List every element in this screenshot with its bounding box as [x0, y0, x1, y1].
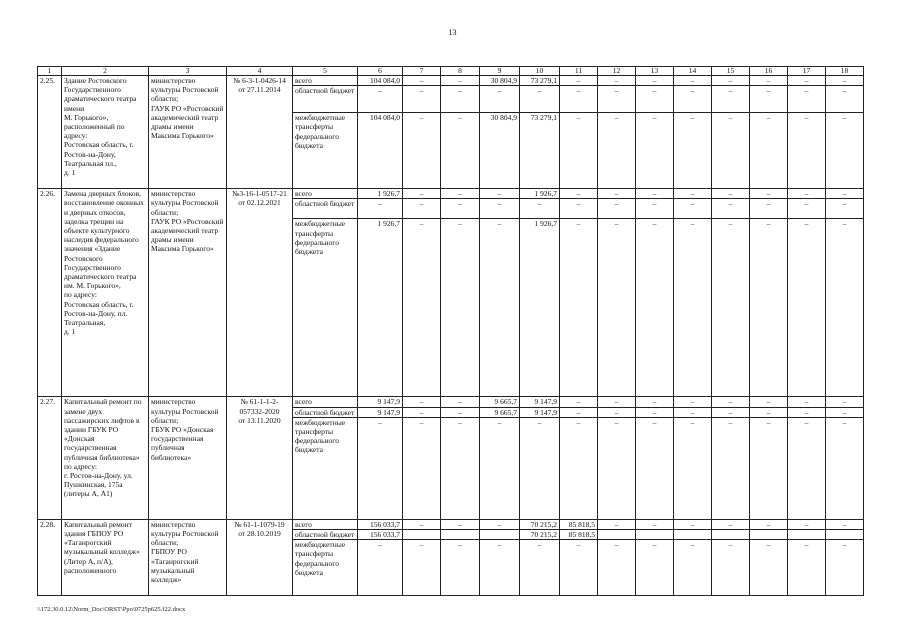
amount-cell-col-7: –: [403, 540, 441, 596]
amount-cell-col-13: –: [636, 219, 674, 397]
amount-cell-col-10: –: [520, 86, 560, 113]
amount-cell-col-18: –: [826, 189, 864, 199]
amount-cell-col-12: –: [598, 407, 636, 417]
funding-source-label: всего: [293, 189, 358, 199]
amount-cell-col-16: –: [750, 219, 788, 397]
amount-cell-col-9: –: [480, 219, 520, 397]
amount-cell-col-16: –: [750, 113, 788, 189]
amount-cell-col-14: –: [674, 86, 712, 113]
amount-cell-col-11: –: [560, 76, 598, 86]
amount-cell-col-16: –: [750, 397, 788, 407]
funding-source-label: межбюджетные трансферты федерального бюджета: [293, 113, 358, 189]
row-number-cell: 2.25.: [38, 76, 62, 189]
document-number-cell: № 61-1-1-2-057332-2020 от 13.11.2020: [227, 397, 293, 519]
amount-cell-col-7: –: [403, 113, 441, 189]
amount-cell-col-6: 156 033,7: [358, 519, 403, 529]
executor-cell: министерство культуры Ростовской области; ГБПОУ РО «Таганрогский музыкальный колледж»: [149, 519, 227, 595]
amount-cell-col-12: –: [598, 519, 636, 529]
column-header-5: 5: [293, 67, 358, 76]
amount-cell-col-15: –: [712, 219, 750, 397]
amount-cell-col-6: 1 926,7: [358, 189, 403, 199]
amount-cell-col-11: –: [560, 540, 598, 596]
column-header-4: 4: [227, 67, 293, 76]
amount-cell-col-9: [480, 530, 520, 540]
amount-cell-col-14: [674, 530, 712, 540]
amount-cell-col-16: –: [750, 199, 788, 219]
amount-cell-col-8: –: [441, 407, 480, 417]
amount-cell-col-16: –: [750, 76, 788, 86]
amount-cell-col-7: –: [403, 407, 441, 417]
table-row: [38, 519, 864, 529]
column-header-12: 12: [598, 67, 636, 76]
amount-cell-col-15: –: [712, 397, 750, 407]
file-path-footer: \\172.30.0.12\Norm_Doc\ORST\Ppo\0725p625.f22.docx: [37, 606, 186, 613]
amount-cell-col-8: –: [441, 540, 480, 596]
amount-cell-col-15: –: [712, 519, 750, 529]
amount-cell-col-11: –: [560, 417, 598, 519]
executor-cell: министерство культуры Ростовской области; ГАУК РО «Ростовский академический театр драмы имени Максима Горького»: [149, 76, 227, 189]
amount-cell-col-17: –: [788, 189, 826, 199]
amount-cell-col-15: –: [712, 199, 750, 219]
funding-source-label: всего: [293, 76, 358, 86]
amount-cell-col-16: [750, 530, 788, 540]
amount-cell-col-14: –: [674, 199, 712, 219]
amount-cell-col-10: 73 279,1: [520, 76, 560, 86]
amount-cell-col-14: –: [674, 189, 712, 199]
table-row: [38, 189, 864, 199]
amount-cell-col-6: –: [358, 417, 403, 519]
funding-source-label: межбюджетные трансферты федерального бюджета: [293, 417, 358, 519]
amount-cell-col-17: –: [788, 540, 826, 596]
amount-cell-col-7: –: [403, 417, 441, 519]
amount-cell-col-16: –: [750, 417, 788, 519]
amount-cell-col-7: –: [403, 519, 441, 529]
amount-cell-col-8: –: [441, 519, 480, 529]
amount-cell-col-18: –: [826, 199, 864, 219]
funding-source-label: всего: [293, 519, 358, 529]
amount-cell-col-13: –: [636, 397, 674, 407]
amount-cell-col-13: –: [636, 519, 674, 529]
amount-cell-col-8: –: [441, 199, 480, 219]
page-number: 13: [448, 28, 457, 37]
amount-cell-col-16: –: [750, 519, 788, 529]
amount-cell-col-6: –: [358, 540, 403, 596]
object-name-cell: Здание Ростовского Государственного драматического театра имени М. Горького», расположенный по адресу: Ростовская область, г. Ростов-на-Дону, Театральная пл., д. 1: [62, 76, 149, 189]
column-header-3: 3: [149, 67, 227, 76]
funding-source-label: областной бюджет: [293, 86, 358, 113]
column-header-8: 8: [441, 67, 480, 76]
amount-cell-col-12: –: [598, 397, 636, 407]
amount-cell-col-14: –: [674, 113, 712, 189]
amount-cell-col-8: –: [441, 86, 480, 113]
amount-cell-col-11: 85 818,5: [560, 530, 598, 540]
funding-source-label: областной бюджет: [293, 530, 358, 540]
amount-cell-col-10: 1 926,7: [520, 189, 560, 199]
amount-cell-col-9: –: [480, 540, 520, 596]
amount-cell-col-17: –: [788, 199, 826, 219]
object-name-cell: Капитальный ремонт здания ГБПОУ РО «Таганрогский музыкальный колледж» (Литер А, п/А), расположенного: [62, 519, 149, 595]
amount-cell-col-16: –: [750, 407, 788, 417]
amount-cell-col-17: –: [788, 86, 826, 113]
amount-cell-col-17: –: [788, 397, 826, 407]
amount-cell-col-10: 70 215,2: [520, 519, 560, 529]
amount-cell-col-12: –: [598, 76, 636, 86]
amount-cell-col-13: –: [636, 86, 674, 113]
amount-cell-col-9: –: [480, 189, 520, 199]
amount-cell-col-18: –: [826, 417, 864, 519]
amount-cell-col-16: –: [750, 189, 788, 199]
amount-cell-col-11: –: [560, 199, 598, 219]
amount-cell-col-10: 70 215,2: [520, 530, 560, 540]
amount-cell-col-6: 156 033,7: [358, 530, 403, 540]
amount-cell-col-11: –: [560, 189, 598, 199]
amount-cell-col-18: [826, 530, 864, 540]
amount-cell-col-6: 104 084,0: [358, 76, 403, 86]
amount-cell-col-9: 30 804,9: [480, 113, 520, 189]
row-number-cell: 2.28.: [38, 519, 62, 595]
amount-cell-col-6: –: [358, 86, 403, 113]
amount-cell-col-17: –: [788, 417, 826, 519]
amount-cell-col-18: –: [826, 113, 864, 189]
amount-cell-col-12: –: [598, 540, 636, 596]
amount-cell-col-13: –: [636, 540, 674, 596]
amount-cell-col-9: –: [480, 519, 520, 529]
amount-cell-col-12: –: [598, 86, 636, 113]
amount-cell-col-18: –: [826, 397, 864, 407]
amount-cell-col-18: –: [826, 219, 864, 397]
column-header-7: 7: [403, 67, 441, 76]
amount-cell-col-10: –: [520, 417, 560, 519]
column-header-15: 15: [712, 67, 750, 76]
funding-source-label: межбюджетные трансферты федерального бюджета: [293, 540, 358, 596]
column-header-2: 2: [62, 67, 149, 76]
amount-cell-col-13: –: [636, 76, 674, 86]
amount-cell-col-10: 73 279,1: [520, 113, 560, 189]
amount-cell-col-18: –: [826, 519, 864, 529]
amount-cell-col-9: 30 804,9: [480, 76, 520, 86]
amount-cell-col-7: –: [403, 397, 441, 407]
amount-cell-col-10: –: [520, 199, 560, 219]
amount-cell-col-11: –: [560, 113, 598, 189]
amount-cell-col-7: [403, 530, 441, 540]
amount-cell-col-13: –: [636, 189, 674, 199]
table-row: [38, 76, 864, 86]
amount-cell-col-16: –: [750, 540, 788, 596]
amount-cell-col-14: –: [674, 519, 712, 529]
amount-cell-col-14: –: [674, 397, 712, 407]
column-header-10: 10: [520, 67, 560, 76]
amount-cell-col-14: –: [674, 407, 712, 417]
amount-cell-col-12: –: [598, 199, 636, 219]
amount-cell-col-17: –: [788, 113, 826, 189]
amount-cell-col-15: –: [712, 407, 750, 417]
amount-cell-col-8: –: [441, 397, 480, 407]
document-number-cell: № 6-3-1-0426-14 от 27.11.2014: [227, 76, 293, 189]
budget-table: [37, 66, 864, 596]
column-header-18: 18: [826, 67, 864, 76]
amount-cell-col-13: –: [636, 417, 674, 519]
object-name-cell: Замена дверных блоков, восстановление оконных и дверных откосов, заделка трещин на объекте культурного наследия федерального значения «Здание Ростовского Государственного драматического театра им. М. Горького», по адресу: Ростовская область, г. Ростов-на-Дону, пл. Театральная, д. 1: [62, 189, 149, 397]
amount-cell-col-12: [598, 530, 636, 540]
row-number-cell: 2.27.: [38, 397, 62, 519]
executor-cell: министерство культуры Ростовской области; ГАУК РО «Ростовский академический театр драмы имени Максима Горького»: [149, 189, 227, 397]
amount-cell-col-8: –: [441, 113, 480, 189]
amount-cell-col-6: –: [358, 199, 403, 219]
amount-cell-col-15: –: [712, 113, 750, 189]
amount-cell-col-10: 1 926,7: [520, 219, 560, 397]
amount-cell-col-7: –: [403, 189, 441, 199]
amount-cell-col-15: [712, 530, 750, 540]
amount-cell-col-8: [441, 530, 480, 540]
amount-cell-col-14: –: [674, 540, 712, 596]
amount-cell-col-18: –: [826, 407, 864, 417]
amount-cell-col-6: 1 926,7: [358, 219, 403, 397]
funding-source-label: областной бюджет: [293, 199, 358, 219]
amount-cell-col-6: 9 147,9: [358, 407, 403, 417]
amount-cell-col-10: –: [520, 540, 560, 596]
amount-cell-col-9: 9 665,7: [480, 397, 520, 407]
amount-cell-col-18: –: [826, 86, 864, 113]
amount-cell-col-11: –: [560, 397, 598, 407]
amount-cell-col-16: –: [750, 86, 788, 113]
amount-cell-col-12: –: [598, 219, 636, 397]
column-header-1: 1: [38, 67, 62, 76]
amount-cell-col-6: 9 147,9: [358, 397, 403, 407]
amount-cell-col-15: –: [712, 189, 750, 199]
amount-cell-col-7: –: [403, 86, 441, 113]
table-row: [38, 397, 864, 407]
amount-cell-col-14: –: [674, 417, 712, 519]
document-number-cell: № 61-1-1079-19 от 28.10.2019: [227, 519, 293, 595]
funding-source-label: межбюджетные трансферты федерального бюджета: [293, 219, 358, 397]
column-number-row: [38, 67, 864, 76]
amount-cell-col-10: 9 147,9: [520, 407, 560, 417]
amount-cell-col-17: –: [788, 407, 826, 417]
object-name-cell: Капитальный ремонт по замене двух пассажирских лифтов в здании ГБУК РО «Донская государственная публичная библиотека» по адресу: г. Ростов-на-Дону, ул. Пушкинская, 175а (литеры А, А1): [62, 397, 149, 519]
amount-cell-col-15: –: [712, 540, 750, 596]
amount-cell-col-15: –: [712, 76, 750, 86]
amount-cell-col-13: –: [636, 199, 674, 219]
amount-cell-col-12: –: [598, 189, 636, 199]
amount-cell-col-8: –: [441, 189, 480, 199]
funding-source-label: областной бюджет: [293, 407, 358, 417]
amount-cell-col-17: –: [788, 219, 826, 397]
amount-cell-col-18: –: [826, 76, 864, 86]
amount-cell-col-7: –: [403, 199, 441, 219]
column-header-17: 17: [788, 67, 826, 76]
column-header-13: 13: [636, 67, 674, 76]
amount-cell-col-11: –: [560, 86, 598, 113]
funding-source-label: всего: [293, 397, 358, 407]
amount-cell-col-13: –: [636, 113, 674, 189]
amount-cell-col-18: –: [826, 540, 864, 596]
amount-cell-col-11: –: [560, 219, 598, 397]
amount-cell-col-6: 104 084,0: [358, 113, 403, 189]
amount-cell-col-17: [788, 530, 826, 540]
column-header-14: 14: [674, 67, 712, 76]
amount-cell-col-9: –: [480, 199, 520, 219]
amount-cell-col-12: –: [598, 113, 636, 189]
amount-cell-col-9: –: [480, 86, 520, 113]
amount-cell-col-14: –: [674, 219, 712, 397]
amount-cell-col-15: –: [712, 417, 750, 519]
amount-cell-col-13: –: [636, 407, 674, 417]
amount-cell-col-17: –: [788, 519, 826, 529]
amount-cell-col-9: –: [480, 417, 520, 519]
amount-cell-col-8: –: [441, 76, 480, 86]
amount-cell-col-17: –: [788, 76, 826, 86]
amount-cell-col-10: 9 147,9: [520, 397, 560, 407]
column-header-6: 6: [358, 67, 403, 76]
amount-cell-col-7: –: [403, 76, 441, 86]
amount-cell-col-15: –: [712, 86, 750, 113]
amount-cell-col-9: 9 665,7: [480, 407, 520, 417]
column-header-11: 11: [560, 67, 598, 76]
amount-cell-col-13: [636, 530, 674, 540]
amount-cell-col-8: –: [441, 417, 480, 519]
document-number-cell: №3-16-1-0517-21 от 02.12.2021: [227, 189, 293, 397]
column-header-9: 9: [480, 67, 520, 76]
executor-cell: министерство культуры Ростовской области; ГБУК РО «Донская государственная публичная библиотека»: [149, 397, 227, 519]
row-number-cell: 2.26.: [38, 189, 62, 397]
amount-cell-col-8: –: [441, 219, 480, 397]
amount-cell-col-11: –: [560, 407, 598, 417]
column-header-16: 16: [750, 67, 788, 76]
amount-cell-col-12: –: [598, 417, 636, 519]
amount-cell-col-11: 85 818,5: [560, 519, 598, 529]
amount-cell-col-7: –: [403, 219, 441, 397]
amount-cell-col-14: –: [674, 76, 712, 86]
